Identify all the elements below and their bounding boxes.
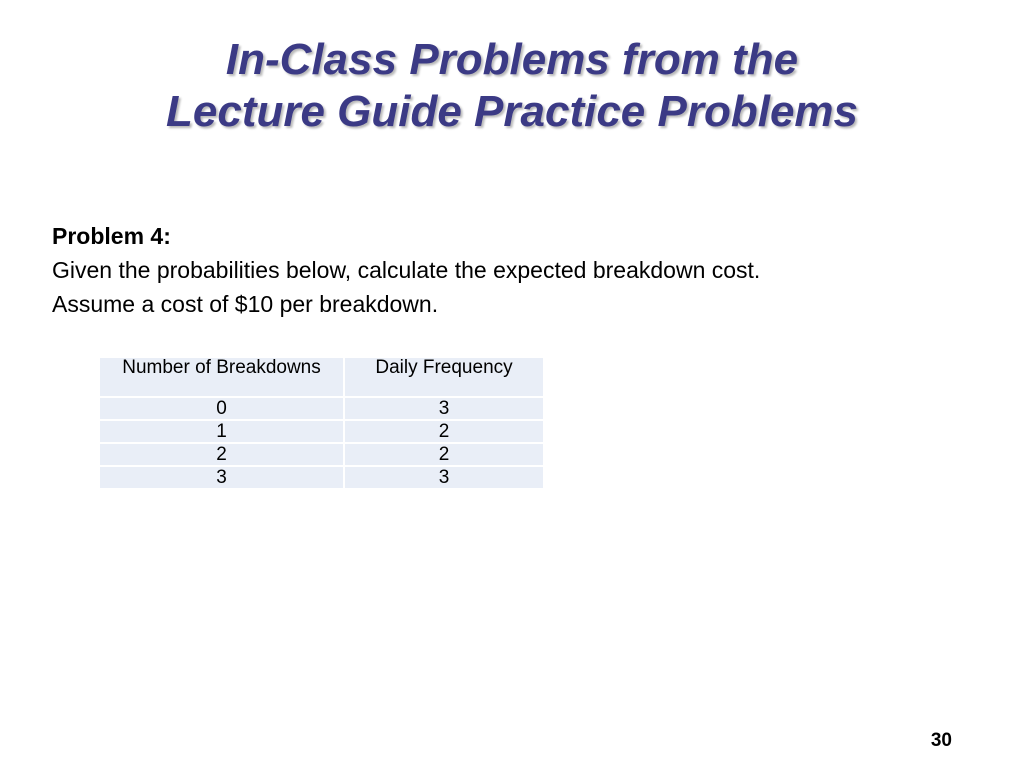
slide-title-line-2: Lecture Guide Practice Problems xyxy=(165,87,859,136)
problem-heading: Problem 4: xyxy=(52,223,171,249)
table-cell-frequency: 3 xyxy=(344,397,544,420)
table-cell-frequency: 2 xyxy=(344,420,544,443)
table-cell-breakdowns: 0 xyxy=(100,397,344,420)
problem-statement xyxy=(52,219,992,321)
header-number-of-breakdowns: Number of Breakdowns xyxy=(100,358,344,397)
table-cell-breakdowns: 1 xyxy=(100,420,344,443)
table-row xyxy=(100,443,544,466)
breakdown-frequency-table xyxy=(100,358,545,490)
table-row xyxy=(100,420,544,443)
problem-text-line-1: Given the probabilities below, calculate the expected breakdown cost. xyxy=(52,257,761,283)
slide-title-line-1: In-Class Problems from the xyxy=(225,35,799,84)
table-row xyxy=(100,397,544,420)
page-number: 30 xyxy=(930,730,952,751)
table-cell-breakdowns: 3 xyxy=(100,466,344,489)
table-cell-frequency: 2 xyxy=(344,443,544,466)
slide-title xyxy=(0,34,1024,138)
table-cell-breakdowns: 2 xyxy=(100,443,344,466)
table-cell-frequency: 3 xyxy=(344,466,544,489)
problem-text-line-2: Assume a cost of $10 per breakdown. xyxy=(52,291,439,317)
header-daily-frequency: Daily Frequency xyxy=(344,358,544,397)
table-row xyxy=(100,466,544,489)
table-header-row xyxy=(100,358,544,397)
